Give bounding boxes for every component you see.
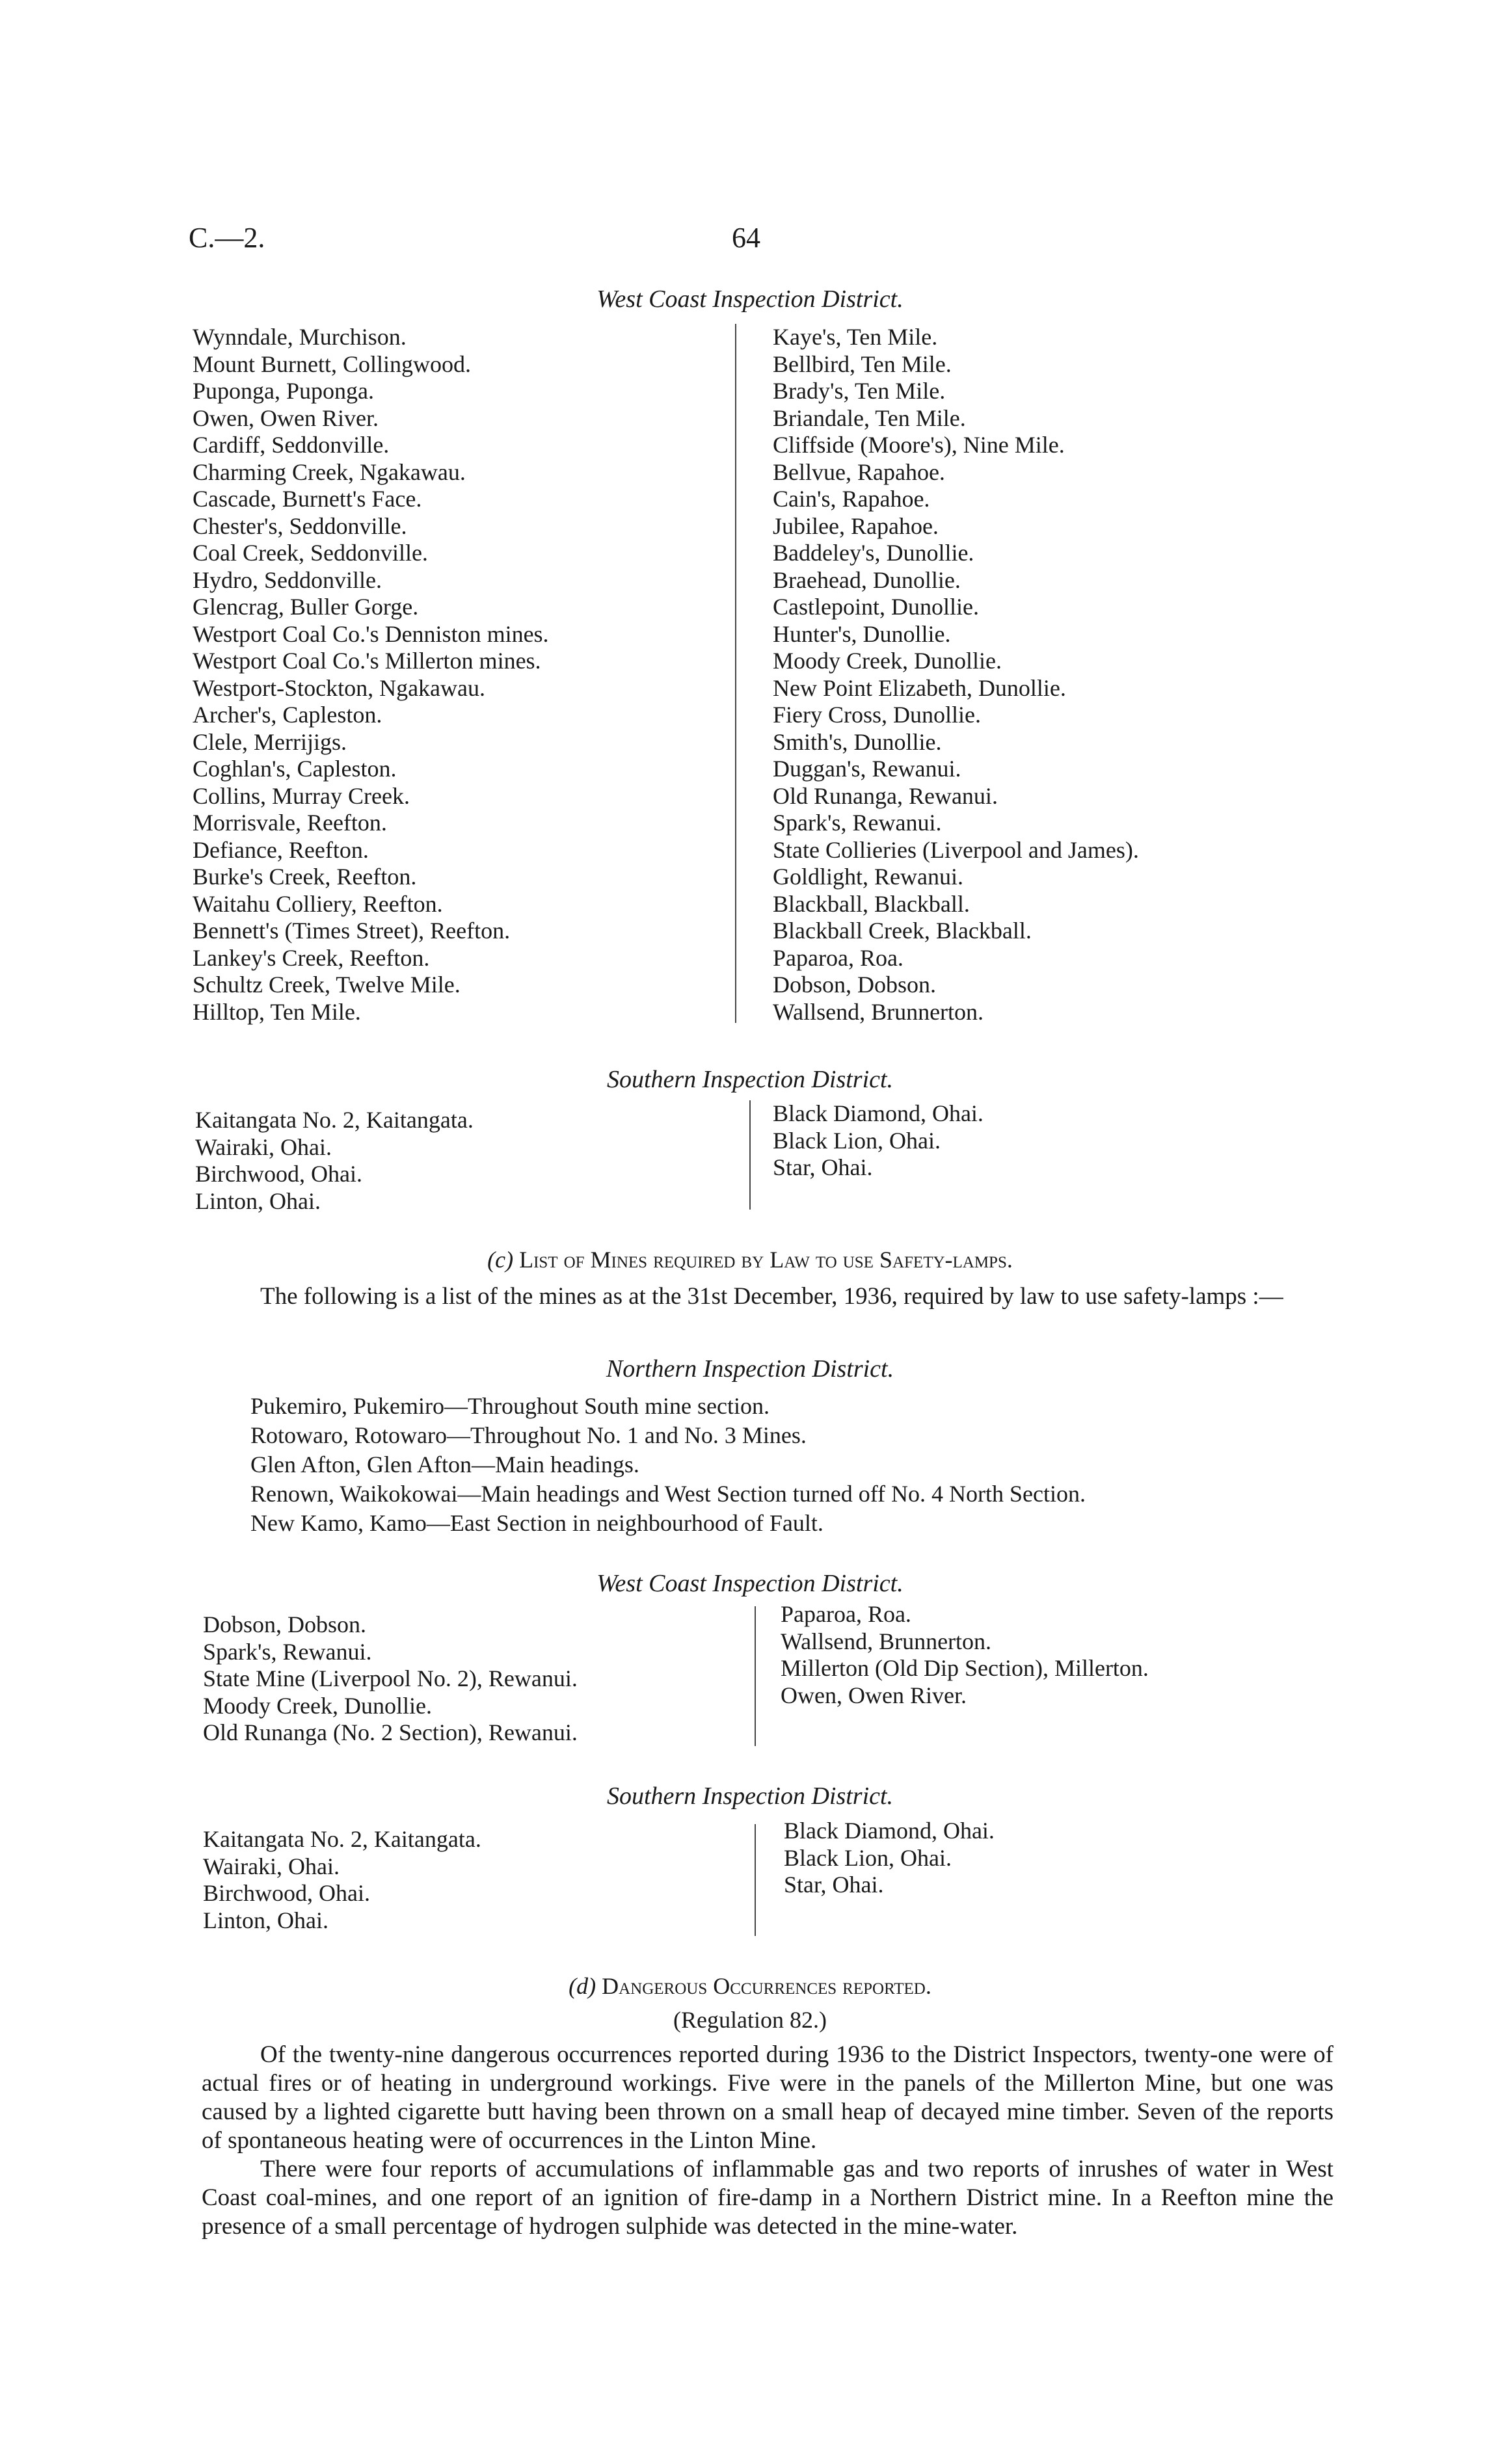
mine-entry: Owen, Owen River. (193, 404, 379, 431)
mine-entry: Clele, Merrijigs. (193, 728, 347, 755)
mine-entry: Old Runanga, Rewanui. (773, 782, 998, 809)
northern-list (250, 1392, 1086, 1538)
safety-lamp-entry: Black Lion, Ohai. (784, 1844, 952, 1871)
safety-lamp-entry: Birchwood, Ohai. (203, 1880, 370, 1906)
west-coast-right-column (773, 324, 1139, 1026)
safety-lamp-entry: Black Diamond, Ohai. (784, 1818, 995, 1844)
northern-heading: Northern Inspection District. (606, 1355, 894, 1383)
mine-entry: Braehead, Dunollie. (773, 566, 961, 593)
report-code: C.—2. (189, 222, 265, 254)
section-c-intro: The following is a list of the mines as at the 31st December, 1936, required by law to use safety-lamps :— (260, 1283, 1283, 1310)
safety-lamp-entry: New Kamo, Kamo—East Section in neighbourhood of Fault. (250, 1510, 824, 1536)
safety-lamp-entry: Linton, Ohai. (203, 1907, 328, 1933)
mine-entry: Archer's, Capleston. (193, 702, 382, 728)
mine-entry: Black Lion, Ohai. (773, 1127, 941, 1154)
mine-entry: Briandale, Ten Mile. (773, 404, 966, 431)
mine-entry: Hilltop, Ten Mile. (193, 998, 361, 1025)
mine-entry: Cascade, Burnett's Face. (193, 486, 422, 512)
mine-entry: Blackball Creek, Blackball. (773, 918, 1032, 944)
safety-lamp-entry: Rotowaro, Rotowaro—Throughout No. 1 and No. 3 Mines. (250, 1422, 807, 1448)
mine-entry: Castlepoint, Dunollie. (773, 594, 979, 620)
mine-entry: Hunter's, Dunollie. (773, 620, 951, 647)
southern-2-right-column (784, 1818, 995, 1899)
column-divider (749, 1100, 751, 1210)
southern-heading: Southern Inspection District. (606, 1066, 894, 1093)
mine-entry: Collins, Murray Creek. (193, 782, 410, 809)
mine-entry: Black Diamond, Ohai. (773, 1100, 984, 1126)
mine-entry: Kaitangata No. 2, Kaitangata. (195, 1107, 474, 1133)
section-c-prefix: (c) (487, 1247, 520, 1273)
column-divider (755, 1824, 756, 1936)
mine-entry: Moody Creek, Dunollie. (773, 648, 1002, 674)
west-coast-heading: West Coast Inspection District. (596, 285, 904, 313)
safety-lamp-entry: Paparoa, Roa. (781, 1601, 911, 1627)
southern-right-column (773, 1100, 984, 1182)
safety-lamp-entry: Dobson, Dobson. (203, 1611, 367, 1637)
mine-entry: Lankey's Creek, Reefton. (193, 944, 430, 971)
west-coast-left-column (193, 324, 549, 1026)
west-coast-2-right-column (781, 1601, 1149, 1709)
mine-entry: Puponga, Puponga. (193, 378, 374, 404)
mine-entry: Morrisvale, Reefton. (193, 810, 387, 836)
southern-left-column (195, 1107, 474, 1215)
mine-entry: Star, Ohai. (773, 1154, 873, 1180)
mine-entry: Hydro, Seddonville. (193, 566, 382, 593)
mine-entry: Kaye's, Ten Mile. (773, 324, 938, 350)
mine-entry: Cardiff, Seddonville. (193, 432, 390, 458)
safety-lamp-entry: Pukemiro, Pukemiro—Throughout South mine section. (250, 1393, 770, 1419)
mine-entry: Dobson, Dobson. (773, 972, 937, 998)
safety-lamp-entry: Moody Creek, Dunollie. (203, 1692, 432, 1719)
safety-lamp-entry: Renown, Waikokowai—Main headings and West Section turned off No. 4 North Section. (250, 1481, 1086, 1507)
regulation-note: (Regulation 82.) (673, 2007, 827, 2033)
safety-lamp-entry: Millerton (Old Dip Section), Millerton. (781, 1655, 1149, 1681)
mine-entry: Baddeley's, Dunollie. (773, 540, 974, 566)
safety-lamp-entry: Old Runanga (No. 2 Section), Rewanui. (203, 1719, 578, 1745)
mine-entry: Burke's Creek, Reefton. (193, 864, 417, 890)
mine-entry: Duggan's, Rewanui. (773, 756, 961, 782)
safety-lamp-entry: Star, Ohai. (784, 1872, 884, 1898)
mine-entry: Wairaki, Ohai. (195, 1133, 332, 1160)
mine-entry: Birchwood, Ohai. (195, 1161, 362, 1187)
mine-entry: Jubilee, Rapahoe. (773, 512, 939, 539)
safety-lamp-entry: Glen Afton, Glen Afton—Main headings. (250, 1451, 639, 1477)
safety-lamp-entry: Wallsend, Brunnerton. (781, 1628, 992, 1654)
mine-entry: Bellvue, Rapahoe. (773, 458, 945, 485)
paragraph-1: Of the twenty-nine dangerous occurrences reported during 1936 to the District Inspectors, twenty-one were of actual fires or of heating in underground workings. Five were in the panels of the Millerton Mine, but one was caused by a lighted cigarette butt having been thrown on a small heap of decayed mine timber. Seven of the reports of spontaneous heating were of occurrences in the Linton Mine. (202, 2041, 1333, 2154)
mine-entry: Coal Creek, Seddonville. (193, 540, 428, 566)
mine-entry: Waitahu Colliery, Reefton. (193, 890, 443, 917)
column-divider (735, 324, 736, 1023)
section-d-prefix: (d) (569, 1973, 602, 1999)
mine-entry: Goldlight, Rewanui. (773, 864, 963, 890)
mine-entry: Paparoa, Roa. (773, 944, 904, 971)
column-divider (755, 1606, 756, 1746)
mine-entry: Blackball, Blackball. (773, 890, 970, 917)
mine-entry: Chester's, Seddonville. (193, 512, 407, 539)
page-number: 64 (732, 222, 760, 254)
mine-entry: Spark's, Rewanui. (773, 810, 942, 836)
mine-entry: Coghlan's, Capleston. (193, 756, 397, 782)
mine-entry: Schultz Creek, Twelve Mile. (193, 972, 461, 998)
mine-entry: Bellbird, Ten Mile. (773, 351, 952, 377)
section-c-heading: List of Mines required by Law to use Safety-lamps. (519, 1247, 1013, 1273)
west-coast-2-left-column (203, 1611, 578, 1747)
mine-entry: Fiery Cross, Dunollie. (773, 702, 981, 728)
section-d-heading: Dangerous Occurrences reported. (602, 1973, 931, 1999)
mine-entry: Westport Coal Co.'s Denniston mines. (193, 620, 549, 647)
mine-entry: Wynndale, Murchison. (193, 324, 407, 350)
safety-lamp-entry: Spark's, Rewanui. (203, 1638, 372, 1665)
mine-entry: Linton, Ohai. (195, 1187, 321, 1214)
safety-lamp-entry: Owen, Owen River. (781, 1682, 967, 1708)
safety-lamp-entry: State Mine (Liverpool No. 2), Rewanui. (203, 1665, 578, 1691)
mine-entry: Bennett's (Times Street), Reefton. (193, 918, 511, 944)
mine-entry: Cliffside (Moore's), Nine Mile. (773, 432, 1065, 458)
safety-lamp-entry: Wairaki, Ohai. (203, 1853, 340, 1879)
safety-lamp-entry: Kaitangata No. 2, Kaitangata. (203, 1826, 481, 1852)
mine-entry: Glencrag, Buller Gorge. (193, 594, 419, 620)
mine-entry: Westport-Stockton, Ngakawau. (193, 674, 485, 701)
mine-entry: Westport Coal Co.'s Millerton mines. (193, 648, 541, 674)
mine-entry: New Point Elizabeth, Dunollie. (773, 674, 1066, 701)
mine-entry: Defiance, Reefton. (193, 836, 369, 863)
section-d-title (0, 1972, 1500, 2000)
section-c-title (0, 1246, 1500, 1273)
mine-entry: Brady's, Ten Mile. (773, 378, 946, 404)
mine-entry: Cain's, Rapahoe. (773, 486, 930, 512)
southern-2-left-column (203, 1826, 481, 1934)
mine-entry: Wallsend, Brunnerton. (773, 998, 984, 1025)
paragraph-2: There were four reports of accumulations of inflammable gas and two reports of inrushes of water in West Coast coal-mines, and one report of an ignition of fire-damp in a Northern District mine. In a Reefton mine the presence of a small percentage of hydrogen sulphide was detected in the mine-water. (202, 2156, 1333, 2240)
mine-entry: Smith's, Dunollie. (773, 728, 942, 755)
mine-entry: Charming Creek, Ngakawau. (193, 458, 466, 485)
mine-entry: Mount Burnett, Collingwood. (193, 351, 472, 377)
west-coast-heading-2: West Coast Inspection District. (596, 1570, 904, 1597)
mine-entry: State Collieries (Liverpool and James). (773, 836, 1139, 863)
southern-heading-2: Southern Inspection District. (606, 1782, 894, 1810)
